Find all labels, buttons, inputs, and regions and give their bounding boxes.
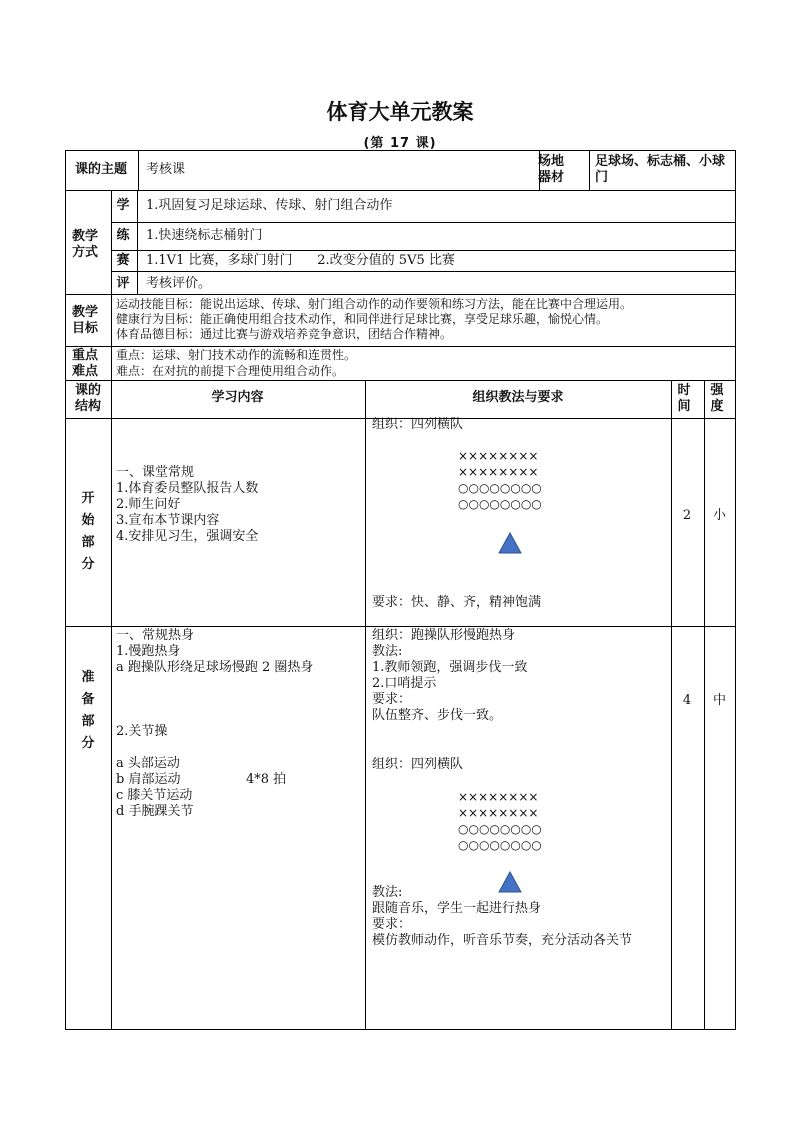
org-requirement: 要求：快、静、齐，精神饱满	[372, 595, 542, 610]
org-line: 跟随音乐，学生一起进行热身	[372, 901, 542, 916]
method-key-learn: 学	[116, 198, 130, 213]
section-start-intensity: 小	[712, 508, 726, 523]
content-line: 4.安排见习生，强调安全	[116, 529, 259, 544]
formation-row: ××××××××	[458, 449, 539, 463]
col-method: 组织教法与要求	[472, 390, 564, 405]
col-intensity: 强度	[710, 383, 724, 414]
org-line: 模仿教师动作，听音乐节奏，充分活动各关节	[372, 933, 633, 948]
section-start-time: 2	[682, 508, 692, 523]
method-label: 教学方式	[72, 229, 99, 260]
content-line: a 跑操队形绕足球场慢跑 2 圈热身	[116, 660, 314, 675]
teacher-triangle-icon	[498, 871, 522, 893]
goal-health: 健康行为目标：能正确使用组合技术动作，和同伴进行足球比赛，享受足球乐趣，愉悦心情。	[116, 312, 609, 326]
beats-value: 4*8 拍	[246, 772, 287, 787]
method-key-practice: 练	[116, 228, 130, 243]
teacher-triangle-icon	[498, 532, 522, 554]
difficult-point: 难点：在对抗的前提下合理使用组合动作。	[116, 364, 345, 378]
goal-skill: 运动技能目标：能说出运球、传球、射门组合动作的动作要领和练习方法，能在比赛中合理运用。	[116, 297, 633, 311]
method-text-learn: 1.巩固复习足球运球、传球、射门组合动作	[146, 198, 393, 213]
method-key-evaluate: 评	[116, 276, 130, 291]
formation-row: ××××××××	[458, 790, 539, 804]
formation-row: ○○○○○○○○	[458, 497, 542, 511]
org-line: 1.教师领跑，强调步伐一致	[372, 660, 528, 675]
theme-value: 考核课	[146, 162, 186, 177]
org-line: 队伍整齐、步伐一致。	[372, 708, 503, 723]
section-prep-time: 4	[682, 693, 692, 708]
content-line: b 肩部运动	[116, 772, 181, 787]
content-line: a 头部运动	[116, 756, 180, 771]
org-line: 2.口哨提示	[372, 676, 437, 691]
goal-character: 体育品德目标：通过比赛与游戏培养竞争意识，团结合作精神。	[116, 327, 453, 341]
org-line: 教法:	[372, 885, 403, 900]
col-content: 学习内容	[211, 390, 264, 405]
org-title: 组织：四列横队	[372, 417, 464, 432]
content-line: 1.体育委员整队报告人数	[116, 481, 259, 496]
org-line: 要求：	[372, 692, 412, 707]
formation-row: ××××××××	[458, 465, 539, 479]
key-points-label: 重点难点	[72, 348, 99, 379]
col-structure: 课的结构	[74, 383, 101, 414]
org-line: 组织：跑操队形慢跑热身	[372, 628, 516, 643]
method-text-practice: 1.快速绕标志桶射门	[146, 228, 263, 243]
content-line: 3.宣布本节课内容	[116, 513, 220, 528]
content-line: 一、常规热身	[116, 628, 195, 643]
key-point: 重点：运球、射门技术动作的流畅和连贯性。	[116, 348, 357, 362]
page-title: 体育大单元教案	[326, 100, 474, 124]
formation-row: ○○○○○○○○	[458, 481, 542, 495]
content-line: 一、课堂常规	[116, 465, 195, 480]
col-time: 时间	[677, 383, 691, 414]
content-line: 1.慢跑热身	[116, 644, 181, 659]
content-line: c 膝关节运动	[116, 788, 193, 803]
formation-row: ○○○○○○○○	[458, 822, 542, 836]
goals-label: 教学目标	[72, 305, 99, 336]
theme-label: 课的主题	[74, 162, 127, 177]
method-text-match: 1.1V1 比赛，多球门射门 2.改变分值的 5V5 比赛	[146, 253, 455, 268]
content-line: 2.师生问好	[116, 497, 181, 512]
venue-label: 场地器材	[538, 154, 565, 185]
section-start-name: 开始部分	[81, 491, 95, 572]
org-line: 要求：	[372, 917, 412, 932]
org-title: 组织：四列横队	[372, 757, 464, 772]
formation-row: ××××××××	[458, 806, 539, 820]
content-line: 2.关节操	[116, 724, 168, 739]
section-prep-intensity: 中	[712, 693, 726, 708]
section-prep-name: 准备部分	[81, 670, 95, 751]
lesson-number: (第 17 课)	[363, 136, 437, 151]
org-line: 教法:	[372, 644, 403, 659]
method-text-evaluate: 考核评价。	[146, 276, 212, 291]
method-key-match: 赛	[116, 253, 130, 268]
content-line: d 手腕踝关节	[116, 804, 194, 819]
formation-row: ○○○○○○○○	[458, 838, 542, 852]
venue-value: 足球场、标志桶、小球门	[595, 154, 726, 185]
